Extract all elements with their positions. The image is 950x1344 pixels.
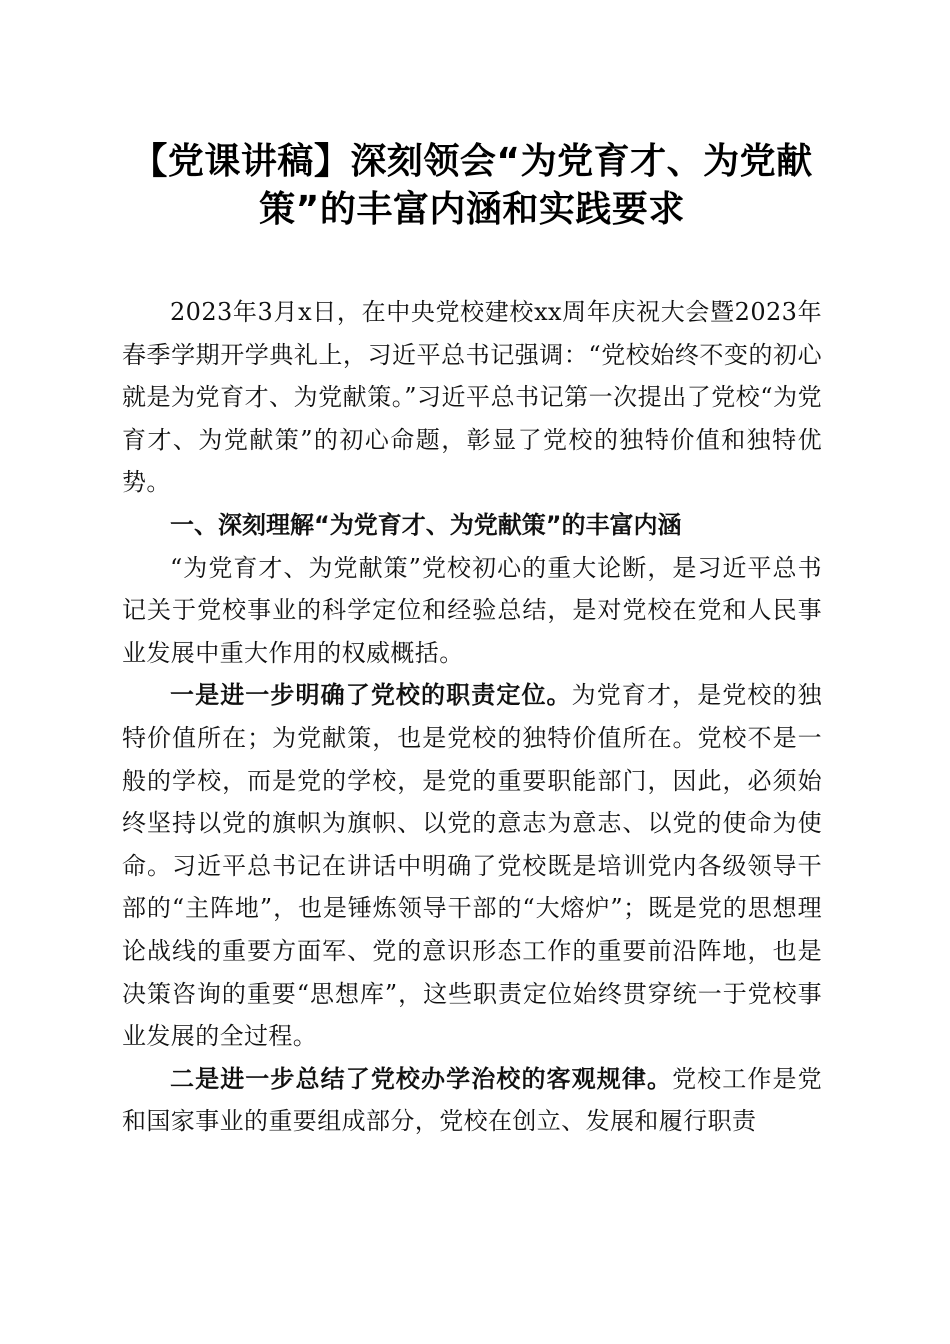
- paragraph-section-1-intro: “为党育才、为党献策”党校初心的重大论断，是习近平总书记关于党校事业的科学定位和经验总结，是对党校在党和人民事业发展中重大作用的权威概括。: [122, 553, 822, 667]
- section-heading-1: 一、深刻理解“为党育才、为党献策”的丰富内涵: [170, 510, 682, 539]
- document-title: [122, 138, 822, 234]
- point-1-lead: 一是进一步明确了党校的职责定位。: [170, 680, 572, 710]
- paragraph-point-1: [122, 674, 822, 1057]
- point-2-lead: 二是进一步总结了党校办学治校的客观规律。: [170, 1063, 673, 1093]
- document-body: [122, 291, 822, 1143]
- title-line-2: 策”的丰富内涵和实践要求: [259, 189, 685, 230]
- paragraph-intro: 2023年3月x日，在中央党校建校xx周年庆祝大会暨2023年春季学期开学典礼上，习近平总书记强调：“党校始终不变的初心就是为党育才、为党献策。”习近平总书记第一次提出了党校“为党育才、为党献策”的初心命题，彰显了党校的独特价值和独特优势。: [122, 298, 822, 497]
- paragraph-point-2: [122, 1058, 822, 1143]
- point-2-text: 党校工作是党和国家事业的重要组成部分，党校在创立、发展和履行职责: [122, 1064, 822, 1136]
- point-1-text: 为党育才，是党校的独特价值所在；为党献策，也是党校的独特价值所在。党校不是一般的学校，而是党的学校，是党的重要职能部门，因此，必须始终坚持以党的旗帜为旗帜、以党的意志为意志、以党的使命为使命。习近平总书记在讲话中明确了党校既是培训党内各级领导干部的“主阵地”，也是锤炼领导干部的“大熔炉”；既是党的思想理论战线的重要方面军、党的意识形态工作的重要前沿阵地，也是决策咨询的重要“思想库”，这些职责定位始终贯穿统一于党校事业发展的全过程。: [122, 681, 823, 1051]
- title-line-1: 【党课讲稿】深刻领会“为党育才、为党献: [131, 141, 813, 182]
